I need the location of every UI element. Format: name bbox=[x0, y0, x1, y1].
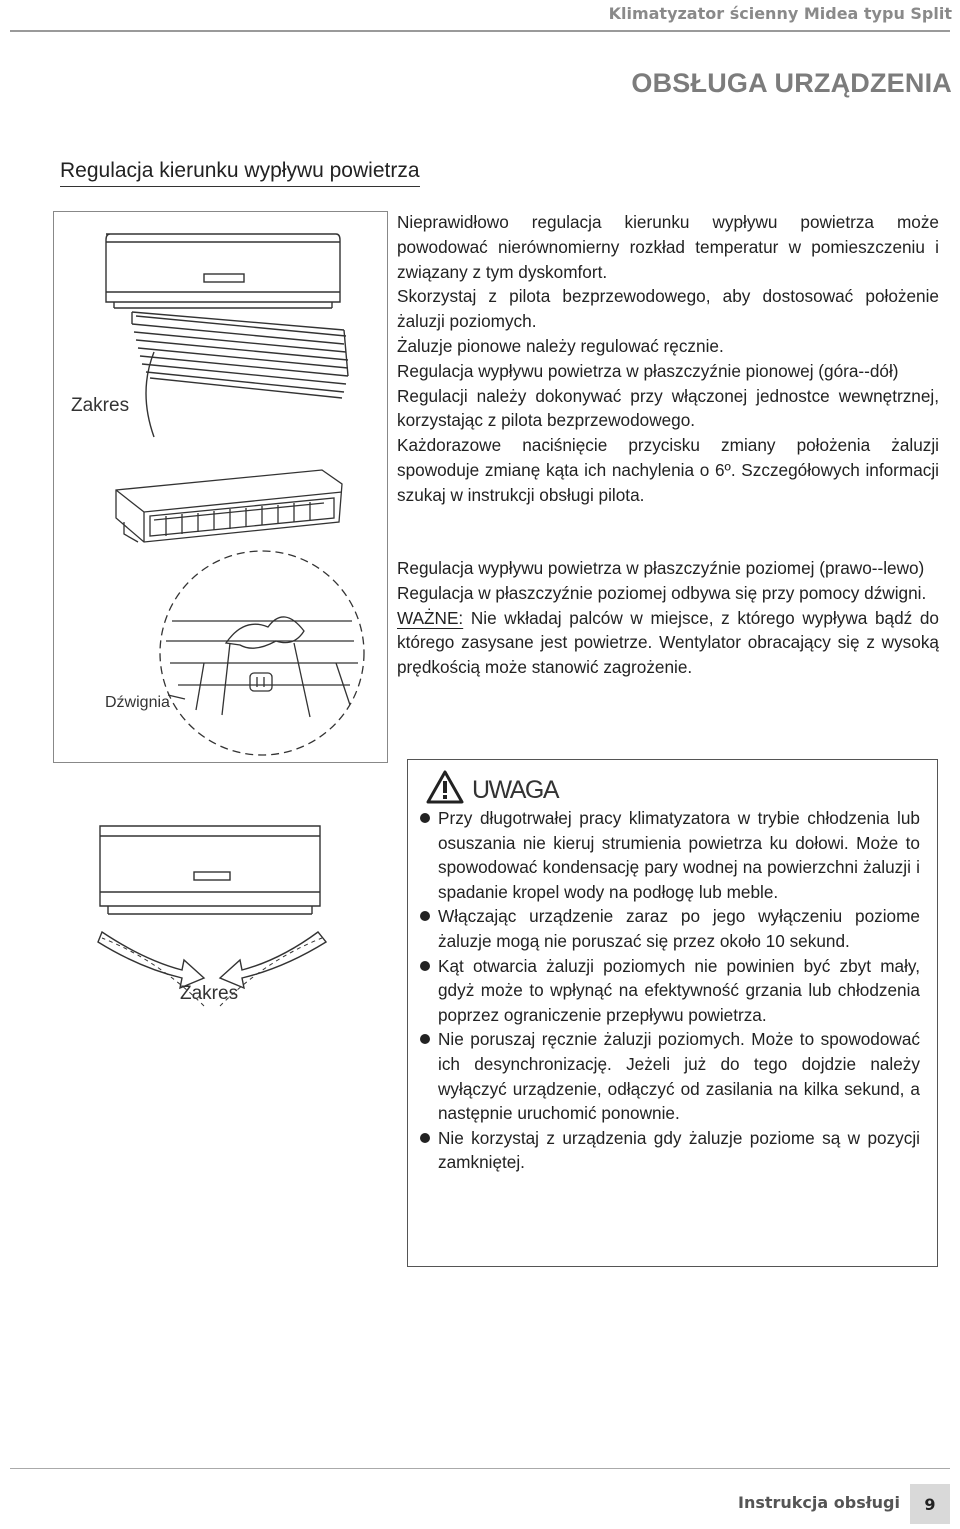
intro-line-2: Skorzystaj z pilota bezprzewodowego, aby dostosować położenie żaluzji poziomych. bbox=[397, 286, 939, 332]
lever-detail-illustration bbox=[54, 545, 387, 763]
subheading: Regulacja kierunku wypływu powietrza bbox=[60, 159, 420, 187]
important-note bbox=[397, 606, 939, 680]
warning-item-text: Włączając urządzenie zaraz po jego wyłączeniu poziome żaluzje mogą nie poruszać się przez około 10 sekund. bbox=[438, 906, 920, 951]
intro-line-3: Żaluzje pionowe należy regulować ręcznie. bbox=[397, 335, 724, 356]
bullet-icon bbox=[420, 961, 430, 971]
warning-item bbox=[420, 954, 920, 1028]
header-rule bbox=[10, 30, 950, 32]
warning-box bbox=[407, 759, 938, 1267]
horizontal-body: Regulacja w płaszczyźnie poziomej odbywa się przy pomocy dźwigni. bbox=[397, 582, 927, 603]
horizontal-text bbox=[397, 556, 939, 680]
bullet-icon bbox=[420, 911, 430, 921]
horizontal-title: Regulacja wypływu powietrza w płaszczyźnie poziomej (prawo--lewo) bbox=[397, 558, 925, 578]
warning-item-text: Nie poruszaj ręcznie żaluzji poziomych. Może to spowodować ich desynchronizację. Jeżeli już do tego dojdzie należy wyłączyć urządzenie, odłączyć od zasilania na kilka sekund, a następnie uruchomić ponownie. bbox=[438, 1029, 920, 1124]
important-label: WAŻNE: bbox=[397, 607, 464, 628]
lever-label: Dźwignia bbox=[105, 694, 170, 711]
intro-line-6: Każdorazowe naciśnięcie przycisku zmiany położenia żaluzji spowoduje zmianę kąta ich nachylenia o 6º. Szczegółowych informacji szukaj w instrukcji obsługi pilota. bbox=[397, 435, 939, 505]
footer-label: Instrukcja obsługi bbox=[737, 1493, 900, 1512]
bullet-icon bbox=[420, 1034, 430, 1044]
warning-item-text: Przy długotrwałej pracy klimatyzatora w trybie chłodzenia lub osuszania nie kieruj strumienia powietrza ku dołowi. Może to spowodować kondensację pary wodnej na powierzchni żaluzji i spadanie kropel wody na podłogę lub meble. bbox=[438, 808, 920, 902]
warning-title: UWAGA bbox=[472, 776, 559, 804]
intro-line-4: Regulacja wypływu powietrza w płaszczyźnie pionowej (góra--dół) bbox=[397, 360, 899, 381]
header-title: Klimatyzator ścienny Midea typu Split bbox=[608, 4, 952, 23]
bullet-icon bbox=[420, 1133, 430, 1143]
warning-item bbox=[420, 806, 920, 904]
intro-line-5: Regulacji należy dokonywać przy włączonej jednostce wewnętrznej, korzystając z pilota bezprzewodowego. bbox=[397, 385, 939, 431]
bottom-range-label: Zakres bbox=[180, 983, 239, 1004]
warning-item-text: Kąt otwarcia żaluzji poziomych nie powinien być zbyt mały, gdyż może to wpłynąć na efektywność grzania lub chłodzenia poprzez ograniczenie przepływu powietrza. bbox=[438, 955, 920, 1025]
warning-triangle-icon bbox=[426, 770, 464, 804]
ac-horizontal-range-illustration bbox=[84, 800, 384, 1050]
intro-text bbox=[397, 210, 939, 508]
section-heading: OBSŁUGA URZĄDZENIA bbox=[631, 68, 952, 98]
important-text: Nie wkładaj palców w miejsce, z którego wypływa bądź do którego zasysane jest powietrze. Wentylator obracający się z wysoką prędkością może stanowić zagrożenie. bbox=[397, 607, 939, 678]
figure-panel bbox=[53, 211, 388, 763]
warning-item-text: Nie korzystaj z urządzenia gdy żaluzje poziome są w pozycji zamkniętej. bbox=[438, 1127, 920, 1173]
warning-list bbox=[420, 806, 920, 1175]
warning-item bbox=[420, 904, 920, 953]
warning-item bbox=[420, 1126, 920, 1175]
page-number: 9 bbox=[910, 1484, 950, 1524]
intro-line-1: Nieprawidłowo regulacja kierunku wypływu powietrza może powodować nierównomierny rozkład temperatur w pomieszczeniu i związany z tym dyskomfort. bbox=[397, 212, 939, 282]
footer-rule bbox=[10, 1468, 950, 1469]
top-range-label: Zakres bbox=[71, 395, 130, 416]
warning-item bbox=[420, 1027, 920, 1125]
ac-vertical-range-illustration bbox=[54, 212, 387, 544]
bullet-icon bbox=[420, 813, 430, 823]
